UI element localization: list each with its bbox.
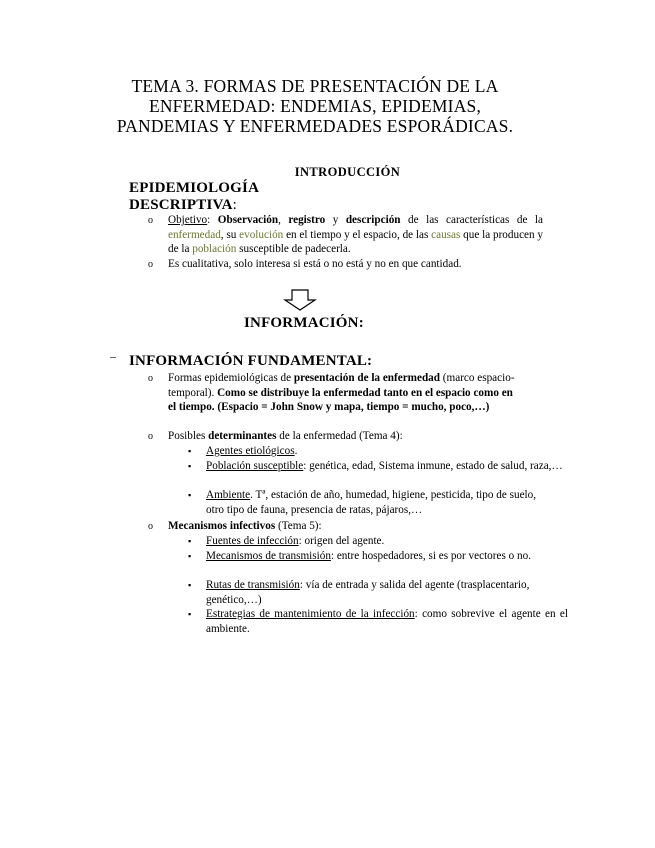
- mec-item-mecanismos: Mecanismos de transmisión: entre hospedadores, si es por vectores o no.: [206, 550, 531, 562]
- det-item-ambiente: Ambiente. Tª, estación de año, humedad, higiene, pesticida, tipo de suelo, otro tipo de fauna, presencia de ratas, pájaros,…: [206, 489, 537, 516]
- square-bullet-icon: ▪: [188, 536, 192, 546]
- mec-item-estrategias: Estrategias de mantenimiento de la infección: como sobrevive el agente en el ambiente.: [206, 608, 568, 635]
- square-bullet-icon: ▪: [188, 551, 192, 561]
- down-arrow-icon: [283, 289, 317, 311]
- keyword-causas: causas: [431, 228, 461, 241]
- det-item-poblacion: Población susceptible: genética, edad, Sistema inmune, estado de salud, raza,…: [206, 460, 563, 472]
- formas-paragraph: Formas epidemiológicas de presentación de la enfermedad (marco espacio-temporal). Como se distribuye la enfermedad tanto en el espacio como en el tiempo. (Espacio = John Snow y mapa, tiempo = mucho, poco,…): [168, 372, 515, 413]
- introduccion-heading: INTRODUCCIÓN: [294, 165, 401, 179]
- square-bullet-icon: ▪: [188, 490, 192, 500]
- keyword-poblacion: población: [192, 243, 237, 255]
- epidemiologia-line-2: DESCRIPTIVA:: [129, 197, 237, 213]
- bullet-circle-icon: o: [148, 521, 153, 532]
- title-line-2: ENFERMEDAD: ENDEMIAS, EPIDEMIAS,: [148, 96, 482, 116]
- title-line-1: TEMA 3. FORMAS DE PRESENTACIÓN DE LA: [131, 76, 499, 96]
- square-bullet-icon: ▪: [188, 580, 192, 590]
- objetivo-paragraph: Objetivo: Observación, registro y descripción de las características de la enfermedad, su evolución en el tiempo y el espacio, de las causas que la producen y de la población susceptible de padecerla.: [168, 214, 543, 255]
- objetivo-label: Objetivo: [168, 214, 208, 226]
- bullet-circle-icon: o: [148, 431, 153, 442]
- bullet-circle-icon: o: [148, 373, 153, 384]
- epidemiologia-line-1: EPIDEMIOLOGÍA: [129, 180, 260, 196]
- informacion-heading: INFORMACIÓN:: [244, 315, 364, 331]
- bullet-circle-icon: o: [148, 259, 153, 270]
- informacion-fundamental-heading: INFORMACIÓN FUNDAMENTAL:: [129, 353, 373, 369]
- keyword-evolucion: evolución: [239, 228, 284, 241]
- mec-item-fuentes: Fuentes de infección: origen del agente.: [206, 535, 385, 547]
- cualitativa-text: Es cualitativa, solo interesa si está o no está y no en que cantidad.: [168, 258, 462, 270]
- epidemiologia-heading: [129, 180, 259, 214]
- mecanismos-text: Mecanismos infectivos (Tema 5):: [168, 520, 322, 532]
- page-title: [60, 76, 570, 136]
- square-bullet-icon: ▪: [188, 609, 192, 619]
- mec-item-rutas: Rutas de transmisión: vía de entrada y salida del agente (trasplacentario, genético,…): [206, 579, 530, 606]
- dash-marker: –: [110, 349, 116, 363]
- square-bullet-icon: ▪: [188, 446, 192, 456]
- title-line-3: PANDEMIAS Y ENFERMEDADES ESPORÁDICAS.: [116, 116, 514, 136]
- bullet-circle-icon: o: [148, 215, 153, 226]
- keyword-enfermedad: enfermedad: [168, 228, 221, 241]
- square-bullet-icon: ▪: [188, 461, 192, 471]
- determinantes-text: Posibles determinantes de la enfermedad (Tema 4):: [168, 430, 403, 442]
- det-item-agentes: Agentes etiológicos.: [206, 445, 298, 457]
